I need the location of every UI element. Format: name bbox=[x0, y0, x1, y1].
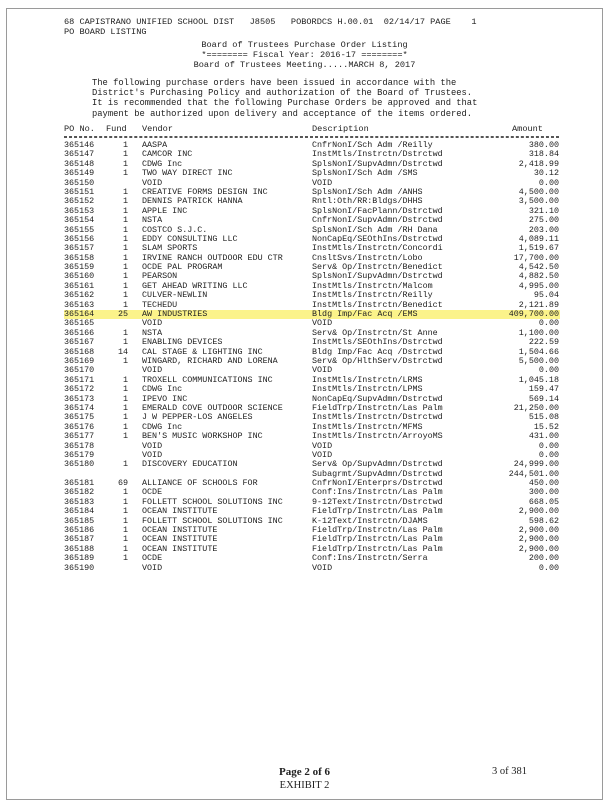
vendor-cell: CAL STAGE & LIGHTING INC bbox=[142, 346, 263, 357]
description-cell: CnsltSvs/Instrctn/Lobo bbox=[312, 252, 423, 263]
po-cell: 365170 bbox=[64, 365, 95, 376]
description-cell: Subagrmt/SupvAdmn/Dstrctwd bbox=[312, 468, 443, 479]
po-cell: 365151 bbox=[64, 186, 95, 197]
fund-cell: 1 bbox=[122, 374, 128, 385]
amount-cell: 4,500.00 bbox=[518, 186, 559, 197]
vendor-cell: J W PEPPER-LOS ANGELES bbox=[142, 412, 253, 423]
description-cell: SplsNonI/Sch Adm /SMS bbox=[312, 168, 418, 179]
amount-cell: 5,500.00 bbox=[518, 355, 559, 366]
fund-cell: 25 bbox=[117, 309, 128, 320]
exhibit-label: EXHIBIT 2 bbox=[279, 780, 330, 791]
po-cell: 365180 bbox=[64, 459, 95, 470]
amount-cell: 300.00 bbox=[528, 487, 559, 498]
fund-cell: 1 bbox=[122, 299, 128, 310]
amount-cell: 409,700.00 bbox=[508, 309, 559, 320]
fund-cell: 1 bbox=[122, 262, 128, 273]
vendor-cell: VOID bbox=[142, 318, 163, 329]
vendor-cell: PEARSON bbox=[142, 271, 178, 282]
description-cell: FieldTrp/Instrctn/Las Palm bbox=[312, 543, 443, 554]
po-cell: 365149 bbox=[64, 168, 95, 179]
amount-cell: 1,504.66 bbox=[518, 346, 559, 357]
description-cell: InstMtls/Instrctn/Malcom bbox=[312, 280, 433, 291]
vendor-cell: OCEAN INSTITUTE bbox=[142, 543, 218, 554]
po-cell: 365157 bbox=[64, 243, 95, 254]
vendor-cell: DISCOVERY EDUCATION bbox=[142, 459, 238, 470]
fund-cell: 1 bbox=[122, 271, 128, 282]
fund-cell: 1 bbox=[122, 431, 128, 442]
amount-cell: 17,700.00 bbox=[513, 252, 559, 263]
amount-cell: 4,542.50 bbox=[518, 262, 559, 273]
amount-cell: 159.47 bbox=[528, 384, 559, 395]
vendor-cell: IPEVO INC bbox=[142, 393, 188, 404]
amount-cell: 1,100.00 bbox=[518, 327, 559, 338]
vendor-cell: APPLE INC bbox=[142, 205, 188, 216]
description-cell: InstMtls/Instrctn/LPMS bbox=[312, 384, 423, 395]
fund-cell: 1 bbox=[122, 233, 128, 244]
po-cell: 365163 bbox=[64, 299, 95, 310]
amount-cell: 0.00 bbox=[538, 440, 559, 451]
vendor-cell: VOID bbox=[142, 440, 163, 451]
po-cell: 365188 bbox=[64, 543, 95, 554]
description-cell: NonCapEq/SEOthIns/Dstrctwd bbox=[312, 233, 443, 244]
description-cell: SplsNonI/Sch Adm /RH Dana bbox=[312, 224, 438, 235]
description-cell: Serv& Op/SupvAdmn/Dstrctwd bbox=[312, 459, 443, 470]
vendor-cell: CDWG Inc bbox=[142, 158, 183, 169]
description-cell: VOID bbox=[312, 440, 333, 451]
amount-cell: 515.08 bbox=[528, 412, 559, 423]
fund-cell: 1 bbox=[122, 393, 128, 404]
fund-cell: 1 bbox=[122, 534, 128, 545]
vendor-cell: SLAM SPORTS bbox=[142, 243, 198, 254]
intro-line: payment be authorized upon delivery and acceptance of the items ordered. bbox=[92, 108, 473, 119]
description-cell: K-12Text/Instrctn/DJAMS bbox=[312, 515, 428, 526]
amount-cell: 95.04 bbox=[533, 290, 559, 301]
description-cell: CnfrNonI/Sch Adm /Reilly bbox=[312, 140, 433, 150]
description-cell: Conf:Ins/Instrctn/Las Palm bbox=[312, 487, 443, 498]
fund-cell: 1 bbox=[122, 243, 128, 254]
po-cell: 365176 bbox=[64, 421, 95, 432]
vendor-cell: OCEAN INSTITUTE bbox=[142, 506, 218, 517]
column-header-description: Description bbox=[312, 124, 369, 134]
po-cell: 365159 bbox=[64, 262, 95, 273]
description-cell: SplsNonI/SupvAdmn/Dstrctwd bbox=[312, 158, 443, 169]
vendor-cell: EMERALD COVE OUTDOOR SCIENCE bbox=[142, 402, 283, 413]
fund-cell: 1 bbox=[122, 496, 128, 507]
description-cell: Serv& Op/HlthServ/Dstrctwd bbox=[312, 355, 443, 366]
packet-page-number: 3 of 381 bbox=[492, 766, 527, 777]
vendor-cell: VOID bbox=[142, 562, 163, 573]
vendor-cell: CDWG Inc bbox=[142, 384, 183, 395]
vendor-cell: NSTA bbox=[142, 215, 163, 226]
amount-cell: 2,121.89 bbox=[518, 299, 559, 310]
intro-paragraph bbox=[92, 78, 477, 119]
fund-cell: 1 bbox=[122, 168, 128, 179]
header-rule bbox=[64, 136, 559, 138]
vendor-cell: OCDE PAL PROGRAM bbox=[142, 262, 223, 273]
amount-cell: 0.00 bbox=[538, 318, 559, 329]
fund-cell: 1 bbox=[122, 459, 128, 470]
fund-cell: 1 bbox=[122, 525, 128, 536]
amount-cell: 2,418.99 bbox=[518, 158, 559, 169]
vendor-cell: OCDE bbox=[142, 487, 163, 498]
fiscal-year-line: *======== Fiscal Year: 2016-17 ========* bbox=[201, 50, 408, 60]
po-cell: 365173 bbox=[64, 393, 95, 404]
description-cell: InstMtls/Instrctn/ArroyoMS bbox=[312, 431, 443, 442]
po-table-body bbox=[64, 141, 560, 573]
vendor-cell: ALLIANCE OF SCHOOLS FOR bbox=[142, 478, 258, 489]
fund-cell: 1 bbox=[122, 280, 128, 291]
po-cell: 365161 bbox=[64, 280, 95, 291]
vendor-cell: BEN'S MUSIC WORKSHOP INC bbox=[142, 431, 263, 442]
po-cell: 365186 bbox=[64, 525, 95, 536]
description-cell: NonCapEq/SupvAdmn/Dstrctwd bbox=[312, 393, 443, 404]
fund-cell: 1 bbox=[122, 224, 128, 235]
vendor-cell: DENNIS PATRICK HANNA bbox=[142, 196, 243, 207]
description-cell: Bldg Imp/Fac Acq /Dstrctwd bbox=[312, 346, 443, 357]
fund-cell: 1 bbox=[122, 384, 128, 395]
description-cell: FieldTrp/Instrctn/Las Palm bbox=[312, 506, 443, 517]
report-title: Board of Trustees Purchase Order Listing bbox=[201, 40, 408, 50]
description-cell: FieldTrp/Instrctn/Las Palm bbox=[312, 525, 443, 536]
vendor-cell: WINGARD, RICHARD AND LORENA bbox=[142, 355, 278, 366]
po-cell: 365146 bbox=[64, 140, 95, 150]
po-cell: 365166 bbox=[64, 327, 95, 338]
amount-cell: 4,882.50 bbox=[518, 271, 559, 282]
description-cell: VOID bbox=[312, 177, 333, 188]
vendor-cell: CDWG Inc bbox=[142, 421, 183, 432]
fund-cell: 1 bbox=[122, 215, 128, 226]
po-cell: 365183 bbox=[64, 496, 95, 507]
meeting-line: Board of Trustees Meeting.....MARCH 8, 2017 bbox=[193, 60, 416, 70]
fund-cell: 1 bbox=[122, 506, 128, 517]
po-cell: 365165 bbox=[64, 318, 95, 329]
description-cell: VOID bbox=[312, 449, 333, 460]
description-cell: CnfrNonI/Enterprs/Dstrctwd bbox=[312, 478, 443, 489]
po-cell: 365168 bbox=[64, 346, 95, 357]
po-cell: 365190 bbox=[64, 562, 95, 573]
vendor-cell: IRVINE RANCH OUTDOOR EDU CTR bbox=[142, 252, 283, 263]
description-cell: Serv& Op/Instrctn/Benedict bbox=[312, 262, 443, 273]
fund-cell: 1 bbox=[122, 186, 128, 197]
amount-cell: 431.00 bbox=[528, 431, 559, 442]
fund-cell: 1 bbox=[122, 515, 128, 526]
vendor-cell: GET AHEAD WRITING LLC bbox=[142, 280, 248, 291]
vendor-cell: CULVER-NEWLIN bbox=[142, 290, 208, 301]
description-cell: SplsNonI/SupvAdmn/Dstrctwd bbox=[312, 271, 443, 282]
column-header-fund: Fund bbox=[106, 124, 127, 134]
amount-cell: 380.00 bbox=[528, 140, 559, 150]
description-cell: InstMtls/Instrctn/Dstrctwd bbox=[312, 412, 443, 423]
po-cell: 365171 bbox=[64, 374, 95, 385]
po-cell: 365185 bbox=[64, 515, 95, 526]
description-cell: Conf:Ins/Instrctn/Serra bbox=[312, 553, 428, 564]
amount-cell: 21,250.00 bbox=[513, 402, 559, 413]
amount-cell: 4,995.00 bbox=[518, 280, 559, 291]
fund-cell: 1 bbox=[122, 140, 128, 150]
amount-cell: 2,900.00 bbox=[518, 525, 559, 536]
po-cell: 365164 bbox=[64, 309, 95, 320]
amount-cell: 598.62 bbox=[528, 515, 559, 526]
intro-line: It is recommended that the following Purchase Orders be approved and that bbox=[92, 98, 478, 109]
po-cell: 365178 bbox=[64, 440, 95, 451]
description-cell: FieldTrp/Instrctn/Las Palm bbox=[312, 534, 443, 545]
description-cell: InstMtls/Instrctn/MFMS bbox=[312, 421, 423, 432]
vendor-cell: OCDE bbox=[142, 553, 163, 564]
amount-cell: 15.52 bbox=[533, 421, 559, 432]
fund-cell: 1 bbox=[122, 355, 128, 366]
fund-cell: 1 bbox=[122, 487, 128, 498]
fund-cell: 1 bbox=[122, 252, 128, 263]
amount-cell: 0.00 bbox=[538, 562, 559, 573]
po-cell: 365158 bbox=[64, 252, 95, 263]
vendor-cell: NSTA bbox=[142, 327, 163, 338]
amount-cell: 1,519.67 bbox=[518, 243, 559, 254]
po-cell: 365156 bbox=[64, 233, 95, 244]
amount-cell: 450.00 bbox=[528, 478, 559, 489]
vendor-cell: OCEAN INSTITUTE bbox=[142, 534, 218, 545]
amount-cell: 30.12 bbox=[533, 168, 559, 179]
po-cell: 365174 bbox=[64, 402, 95, 413]
po-cell: 365181 bbox=[64, 478, 95, 489]
page-number: Page 2 of 6 bbox=[278, 766, 330, 778]
po-cell: 365167 bbox=[64, 337, 95, 348]
fund-cell: 1 bbox=[122, 553, 128, 564]
vendor-cell: ENABLING DEVICES bbox=[142, 337, 223, 348]
fund-cell: 1 bbox=[122, 290, 128, 301]
fund-cell: 14 bbox=[117, 346, 128, 357]
fund-cell: 1 bbox=[122, 149, 128, 160]
description-cell: VOID bbox=[312, 365, 333, 376]
vendor-cell: VOID bbox=[142, 365, 163, 376]
amount-cell: 0.00 bbox=[538, 177, 559, 188]
fund-cell: 1 bbox=[122, 402, 128, 413]
column-header-amount: Amount bbox=[512, 124, 543, 134]
intro-line: District's Purchasing Policy and authorization of the Board of Trustees. bbox=[92, 88, 473, 99]
po-cell: 365150 bbox=[64, 177, 95, 188]
report-header-line1: 68 CAPISTRANO UNIFIED SCHOOL DIST J8505 POBORDCS H.00.01 02/14/17 PAGE 1 bbox=[64, 17, 477, 27]
report-header-line2: PO BOARD LISTING bbox=[64, 27, 147, 37]
po-cell: 365175 bbox=[64, 412, 95, 423]
description-cell: SplsNonI/Sch Adm /ANHS bbox=[312, 186, 423, 197]
amount-cell: 244,501.00 bbox=[508, 468, 559, 479]
description-cell: InstMtls/Instrctn/Reilly bbox=[312, 290, 433, 301]
column-header-vendor: Vendor bbox=[142, 124, 173, 134]
description-cell: CnfrNonI/SupvAdmn/Dstrctwd bbox=[312, 215, 443, 226]
amount-cell: 275.00 bbox=[528, 215, 559, 226]
description-cell: InstMtls/SEOthIns/Dstrctwd bbox=[312, 337, 443, 348]
vendor-cell: FOLLETT SCHOOL SOLUTIONS INC bbox=[142, 515, 283, 526]
description-cell: InstMtls/Instrctn/LRMS bbox=[312, 374, 423, 385]
po-cell: 365184 bbox=[64, 506, 95, 517]
vendor-cell: VOID bbox=[142, 177, 163, 188]
description-cell: InstMtls/Instrctn/Dstrctwd bbox=[312, 149, 443, 160]
amount-cell: 2,900.00 bbox=[518, 534, 559, 545]
description-cell: SplsNonI/FacPlann/Dstrctwd bbox=[312, 205, 443, 216]
vendor-cell: OCEAN INSTITUTE bbox=[142, 525, 218, 536]
po-cell: 365187 bbox=[64, 534, 95, 545]
column-header-po: PO No. bbox=[64, 124, 95, 134]
description-cell: Serv& Op/Instrctn/St Anne bbox=[312, 327, 438, 338]
vendor-cell: FOLLETT SCHOOL SOLUTIONS INC bbox=[142, 496, 283, 507]
table-row bbox=[64, 564, 560, 573]
po-cell: 365148 bbox=[64, 158, 95, 169]
po-cell: 365147 bbox=[64, 149, 95, 160]
po-cell: 365189 bbox=[64, 553, 95, 564]
amount-cell: 203.00 bbox=[528, 224, 559, 235]
amount-cell: 200.00 bbox=[528, 553, 559, 564]
description-cell: Rntl:Oth/RR:Bldgs/DHHS bbox=[312, 196, 423, 207]
vendor-cell: TWO WAY DIRECT INC bbox=[142, 168, 233, 179]
vendor-cell: TROXELL COMMUNICATIONS INC bbox=[142, 374, 273, 385]
amount-cell: 0.00 bbox=[538, 365, 559, 376]
fund-cell: 69 bbox=[117, 478, 128, 489]
amount-cell: 24,999.00 bbox=[513, 459, 559, 470]
vendor-cell: COSTCO S.J.C. bbox=[142, 224, 208, 235]
fund-cell: 1 bbox=[122, 543, 128, 554]
fund-cell: 1 bbox=[122, 327, 128, 338]
fund-cell: 1 bbox=[122, 421, 128, 432]
description-cell: InstMtls/Instrctn/Benedict bbox=[312, 299, 443, 310]
vendor-cell: TECHEDU bbox=[142, 299, 178, 310]
fund-cell: 1 bbox=[122, 412, 128, 423]
po-cell: 365177 bbox=[64, 431, 95, 442]
description-cell: 9-12Text/Instrctn/Dstrctwd bbox=[312, 496, 443, 507]
vendor-cell: VOID bbox=[142, 449, 163, 460]
amount-cell: 4,089.11 bbox=[518, 233, 559, 244]
description-cell: VOID bbox=[312, 318, 333, 329]
fund-cell: 1 bbox=[122, 205, 128, 216]
amount-cell: 321.10 bbox=[528, 205, 559, 216]
po-cell: 365154 bbox=[64, 215, 95, 226]
po-cell: 365182 bbox=[64, 487, 95, 498]
amount-cell: 668.05 bbox=[528, 496, 559, 507]
vendor-cell: AW INDUSTRIES bbox=[142, 309, 208, 320]
description-cell: FieldTrp/Instrctn/Las Palm bbox=[312, 402, 443, 413]
fund-cell: 1 bbox=[122, 337, 128, 348]
amount-cell: 0.00 bbox=[538, 449, 559, 460]
description-cell: InstMtls/Instrctn/Concordi bbox=[312, 243, 443, 254]
amount-cell: 3,500.00 bbox=[518, 196, 559, 207]
description-cell: VOID bbox=[312, 562, 333, 573]
po-cell: 365172 bbox=[64, 384, 95, 395]
amount-cell: 2,900.00 bbox=[518, 543, 559, 554]
po-cell: 365162 bbox=[64, 290, 95, 301]
po-cell: 365179 bbox=[64, 449, 95, 460]
po-cell: 365153 bbox=[64, 205, 95, 216]
amount-cell: 2,900.00 bbox=[518, 506, 559, 517]
po-cell: 365169 bbox=[64, 355, 95, 366]
description-cell: Bldg Imp/Fac Acq /EMS bbox=[312, 309, 418, 320]
vendor-cell: CREATIVE FORMS DESIGN INC bbox=[142, 186, 268, 197]
po-cell: 365152 bbox=[64, 196, 95, 207]
vendor-cell: CAMCOR INC bbox=[142, 149, 193, 160]
amount-cell: 569.14 bbox=[528, 393, 559, 404]
amount-cell: 222.59 bbox=[528, 337, 559, 348]
amount-cell: 1,045.18 bbox=[518, 374, 559, 385]
intro-line: The following purchase orders have been issued in accordance with the bbox=[92, 78, 457, 88]
vendor-cell: AASPA bbox=[142, 140, 168, 150]
po-cell: 365155 bbox=[64, 224, 95, 235]
amount-cell: 318.84 bbox=[528, 149, 559, 160]
fund-cell: 1 bbox=[122, 196, 128, 207]
vendor-cell: EDDY CONSULTING LLC bbox=[142, 233, 238, 244]
fund-cell: 1 bbox=[122, 158, 128, 169]
po-cell: 365160 bbox=[64, 271, 95, 282]
